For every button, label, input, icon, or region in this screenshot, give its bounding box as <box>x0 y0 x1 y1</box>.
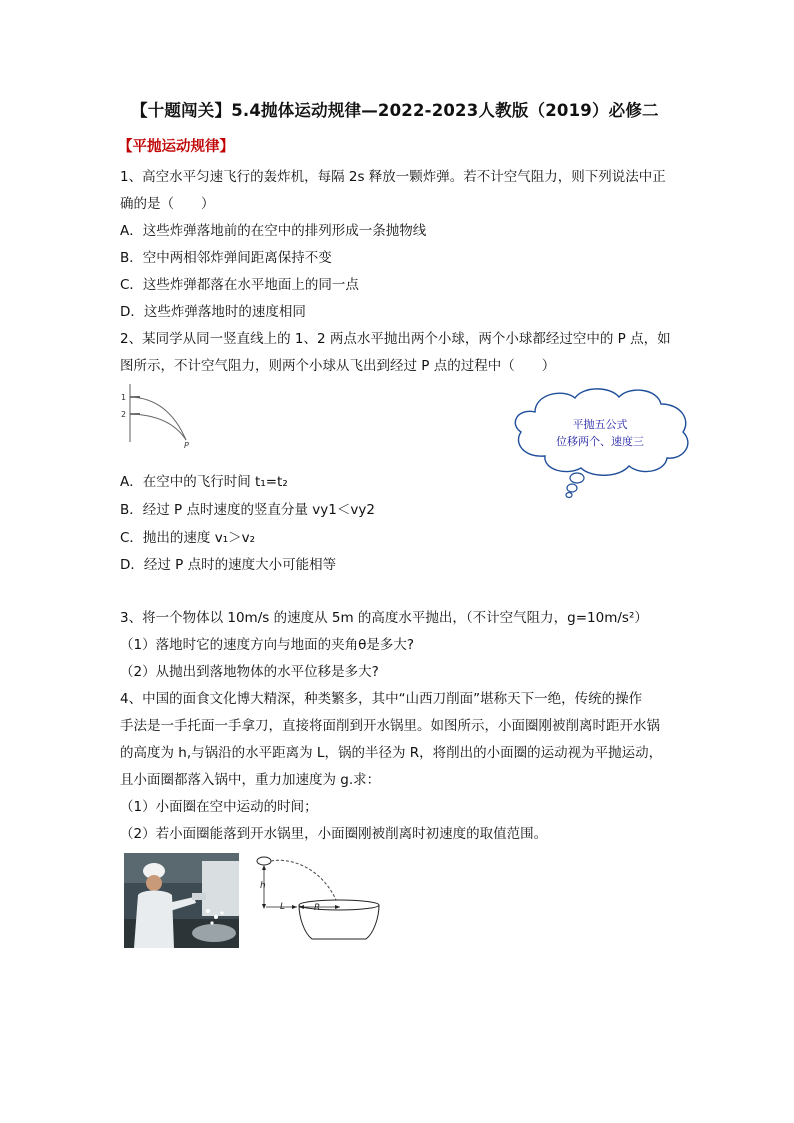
q1-option-b: B．空中两相邻炸弹间距离保持不变 <box>120 250 332 266</box>
cloud-note-line-2: 位移两个、速度三 <box>556 435 644 448</box>
label-r: R <box>314 903 321 913</box>
label-l: L <box>280 902 286 912</box>
chef-head <box>146 875 162 891</box>
label-h: h <box>260 881 266 891</box>
dough-ring <box>257 857 271 865</box>
q2-stem-line-1: 2、某同学从同一竖直线上的 1、2 两点水平抛出两个小球，两个小球都经过空中的 P 点，如 <box>120 331 671 347</box>
q2-option-a: A．在空中的飞行时间 t₁=t₂ <box>120 474 288 490</box>
q3-sub-1: （1）落地时它的速度方向与地面的夹角θ是多大? <box>120 637 415 653</box>
noodle-chef-photo <box>124 853 239 948</box>
q1-stem-line-2: 确的是（ ） <box>120 196 215 212</box>
q1-option-a: A．这些炸弹落地前的在空中的排列形成一条抛物线 <box>120 223 427 239</box>
q2-option-d: D．经过 P 点时的速度大小可能相等 <box>120 557 337 573</box>
q3-stem: 3、将一个物体以 10m/s 的速度从 5m 的高度水平抛出，（不计空气阻力，g=10m/s²） <box>120 610 648 626</box>
trajectory-2 <box>130 414 186 440</box>
pot-diagram <box>252 855 382 945</box>
cloud-note-line-1: 平抛五公式 <box>572 418 628 431</box>
cloud-note <box>535 416 665 450</box>
q2-option-c: C．抛出的速度 v₁＞v₂ <box>120 530 256 546</box>
q3-sub-2: （2）从抛出到落地物体的水平位移是多大? <box>120 664 379 680</box>
section-heading: 【平抛运动规律】 <box>118 139 234 155</box>
cloud-bubble-small <box>566 493 572 498</box>
cloud-bubble-large <box>570 473 584 483</box>
q1-option-d: D．这些炸弹落地时的速度相同 <box>120 304 306 320</box>
point-2-label: 2 <box>121 410 127 419</box>
q4-sub-1: （1）小面圈在空中运动的时间； <box>120 799 318 815</box>
dough-block <box>192 893 206 900</box>
cloud-bubble-medium <box>567 484 577 492</box>
point-p-label: P <box>184 441 189 450</box>
pot <box>192 924 236 942</box>
pot-rim <box>299 900 379 910</box>
q1-option-c: C．这些炸弹都落在水平地面上的同一点 <box>120 277 359 293</box>
q4-stem-line-1: 4、中国的面食文化博大精深，种类繁多，其中“山西刀削面”堪称天下一绝，传统的操作 <box>120 691 643 707</box>
q1-stem-line-1: 1、高空水平匀速飞行的轰炸机，每隔 2s 释放一颗炸弹。若不计空气阻力，则下列说法中正 <box>120 169 666 185</box>
q4-sub-2: （2）若小面圈能落到开水锅里，小面圈刚被削离时初速度的取值范围。 <box>120 826 548 842</box>
q4-stem-line-3: 的高度为 h,与锅沿的水平距离为 L，锅的半径为 R，将削出的小面圈的运动视为平抛运动， <box>120 745 663 761</box>
projectile-figure <box>118 382 198 450</box>
chef-body <box>134 891 174 949</box>
page-title: 【十题闯关】5.4抛体运动规律—2022-2023人教版（2019）必修二 <box>131 101 659 120</box>
q2-option-b: B．经过 P 点时速度的竖直分量 vy1＜vy2 <box>120 502 375 518</box>
q2-stem-line-2: 图所示，不计空气阻力，则两个小球从飞出到经过 P 点的过程中（ ） <box>120 358 556 374</box>
q4-stem-line-4: 且小面圈都落入锅中，重力加速度为 g.求： <box>120 772 381 788</box>
point-1-label: 1 <box>121 393 127 402</box>
window-light <box>202 861 239 916</box>
noodle-trajectory <box>271 860 336 900</box>
q4-stem-line-2: 手法是一手托面一手拿刀，直接将面削到开水锅里。如图所示，小面圈刚被削离时距开水锅 <box>120 718 660 734</box>
